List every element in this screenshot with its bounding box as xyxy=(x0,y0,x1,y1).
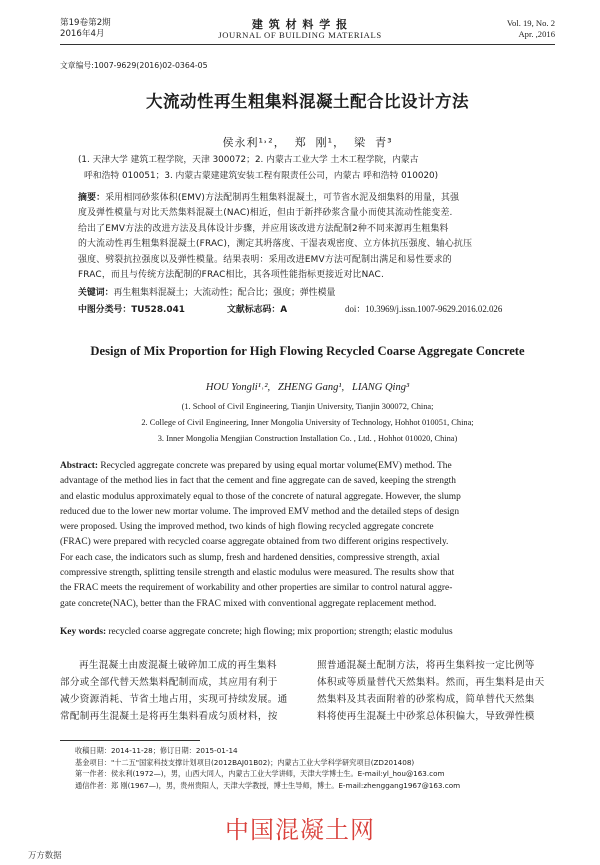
authors-cn: 侯永利¹˒²， 郑 刚¹， 梁 青³ xyxy=(222,136,393,149)
keywords-en xyxy=(60,627,555,637)
abstract-cn-line: 的大流动性再生粗集料混凝土(FRAC)，测定其坍落度、干湿表观密度、立方体抗压强度、轴心抗压 xyxy=(78,239,473,250)
affiliation-en-line: (1. School of Civil Engineering, Tianjin University, Tianjin 300072, China; xyxy=(181,402,434,411)
footnotes xyxy=(75,745,555,791)
body-line: 体积或等质量替代天然集料。然而，再生集料是由天 xyxy=(317,676,545,688)
abstract-cn xyxy=(78,191,555,283)
footnote-corresponding-author: 通信作者：郑 刚(1967—)，男，贵州贵阳人，天津大学教授，博士生导师，博士。E-mail:zhenggang1967@163.com xyxy=(75,780,461,790)
footnote-first-author: 第一作者：侯永利(1972—)，男，山西大同人，内蒙古工业大学讲师，天津大学博士生。E-mail:yl_hou@163.com xyxy=(75,769,445,779)
abstract-en-line: reduced due to the lower new mortar volume. The improved EMV method and the detailed steps of design xyxy=(60,506,460,517)
authors-en: HOU Yongli¹˒², ZHENG Gang¹, LIANG Qing³ xyxy=(205,382,410,393)
body-line: 再生混凝土由废混凝土破碎加工成的再生集料 xyxy=(79,660,277,671)
watermark: 中国混凝土网 xyxy=(225,816,375,844)
body-line: 常配制再生混凝土是将再生集料看成匀质材料，按 xyxy=(60,710,278,722)
body-line: 照普通混凝土配制方法，将再生集料按一定比例等 xyxy=(317,660,535,671)
doi: doi：10.3969/j.issn.1007-9629.2016.02.026 xyxy=(345,304,503,314)
journal-title-en: JOURNAL OF BUILDING MATERIALS xyxy=(218,30,382,40)
affiliation-cn-line: 呼和浩特 010051；3. 内蒙古蒙建建筑安装工程有限责任公司，内蒙古 呼和浩特 010020) xyxy=(84,171,439,181)
abstract-cn-line: 给出了EMV方法的改进方法及具体设计步骤，并应用该改进方法配制2种不同来源再生粗集料 xyxy=(78,223,449,234)
header-volume-en: Vol. 19, No. 2 xyxy=(506,18,555,28)
title-cn: 大流动性再生粗集料混凝土配合比设计方法 xyxy=(146,92,469,111)
header-date-en: Apr. ,2016 xyxy=(518,29,555,39)
body-line: 料将使再生混凝土中砂浆总体积偏大，导致弹性模 xyxy=(317,710,535,722)
affiliation-en-line: 2. College of Civil Engineering, Inner Mongolia University of Technology, Hohhot 010051, China; xyxy=(141,418,474,427)
header-date: 2016年4月 xyxy=(60,29,105,39)
abstract-en-line: the FRAC meets the requirement of workability and other properties are similar to control natural aggre- xyxy=(60,583,453,594)
footnote-rule xyxy=(60,740,200,741)
abstract-cn-line: FRAC，而且与传统方法配制的FRAC相比，其各项性能指标更接近对比NAC. xyxy=(78,270,384,281)
abstract-en-line: (FRAC) were prepared with recycled coarse aggregate obtained from two different origins respectively. xyxy=(60,537,449,548)
body-line: 然集料及其表面附着的砂浆构成，简单替代天然集 xyxy=(317,693,535,705)
abstract-en-line: gate concrete(NAC), better than the FRAC mixed with conventional aggregate replacement method. xyxy=(60,598,437,609)
body-line: 部分或全部代替天然集料配制而成，其应用有利于 xyxy=(60,676,278,688)
journal-title-cn: 建 筑 材 料 学 报 xyxy=(251,18,349,31)
header-rule xyxy=(60,44,555,45)
footnote-received: 收稿日期：2014-11-28；修订日期：2015-01-14 xyxy=(75,746,238,755)
body-column-left xyxy=(60,658,300,726)
abstract-cn-line: 强度、劈裂抗拉强度以及弹性模量。结果表明：采用改进EMV方法可配制出满足和易性要求的 xyxy=(78,254,452,265)
abstract-cn-line: 采用相同砂浆体积(EMV)方法配制再生粗集料混凝土，可节省水泥及细集料的用量，其强 xyxy=(105,193,460,203)
keywords-cn-text: 再生粗集料混凝土；大流动性；配合比；强度；弹性模量 xyxy=(113,288,336,298)
abstract-cn-label: 摘要： xyxy=(78,193,106,203)
body-line: 减少资源消耗、节省土地占用，实现可持续发展。通 xyxy=(60,693,288,705)
abstract-en-line: Recycled aggregate concrete was prepared by using equal mortar volume(EMV) method. The xyxy=(98,461,452,471)
abstract-en-line: and elastic modulus approximately equal to those of the concrete of natural aggregate. However, the slump xyxy=(60,491,461,502)
affiliations-en xyxy=(60,399,555,447)
abstract-en-line: were proposed. Using the improved method, two kinds of high flowing recycled aggregate concrete xyxy=(60,522,434,533)
abstract-cn-line: 度及弹性模量与对比天然集料混凝土(NAC)相近，但由于新拌砂浆含量小而使其流动性能变差. xyxy=(78,208,453,219)
title-en: Design of Mix Proportion for High Flowing Recycled Coarse Aggregate Concrete xyxy=(90,344,525,358)
header-volume: 第19卷第2期 xyxy=(60,18,111,28)
keywords-cn-label: 关键词： xyxy=(78,288,114,298)
abstract-en-line: advantage of the method lies in fact that the cement and fine aggregate can de saved, keeping the strength xyxy=(60,476,456,487)
article-number: 文章编号:1007-9629(2016)02-0364-05 xyxy=(60,61,208,70)
document-code: 文献标志码：A xyxy=(227,305,288,315)
footnote-funding: 基金项目："十二五"国家科技支撑计划项目(2012BAJ01B02)；内蒙古工业大学科学研究项目(ZD201408) xyxy=(75,757,415,767)
abstract-en-line: compressive strength, splitting tensile strength and elastic modulus were measured. The results show that xyxy=(60,568,455,579)
keywords-en-text: recycled coarse aggregate concrete; high flowing; mix proportion; strength; elastic modulus xyxy=(106,627,453,637)
abstract-en-line: For each case, the indicators such as slump, fresh and hardened densities, compressive strength, axial xyxy=(60,552,440,563)
abstract-en-label: Abstract: xyxy=(60,461,99,471)
affiliation-cn-line: (1. 天津大学 建筑工程学院，天津 300072；2. 内蒙古工业大学 土木工程学院，内蒙古 xyxy=(78,155,419,165)
body-column-right xyxy=(317,658,557,726)
abstract-en xyxy=(60,459,555,612)
keywords-cn xyxy=(78,285,555,298)
source-tag: 万方数据 xyxy=(28,850,62,860)
affiliations-cn xyxy=(78,152,555,184)
keywords-en-label: Key words: xyxy=(60,627,107,637)
affiliation-en-line: 3. Inner Mongolia Mengjian Construction Installation Co. , Ltd. , Hohhot 010020, China) xyxy=(157,434,458,443)
clc-number: 中图分类号：TU528.041 xyxy=(78,305,185,315)
